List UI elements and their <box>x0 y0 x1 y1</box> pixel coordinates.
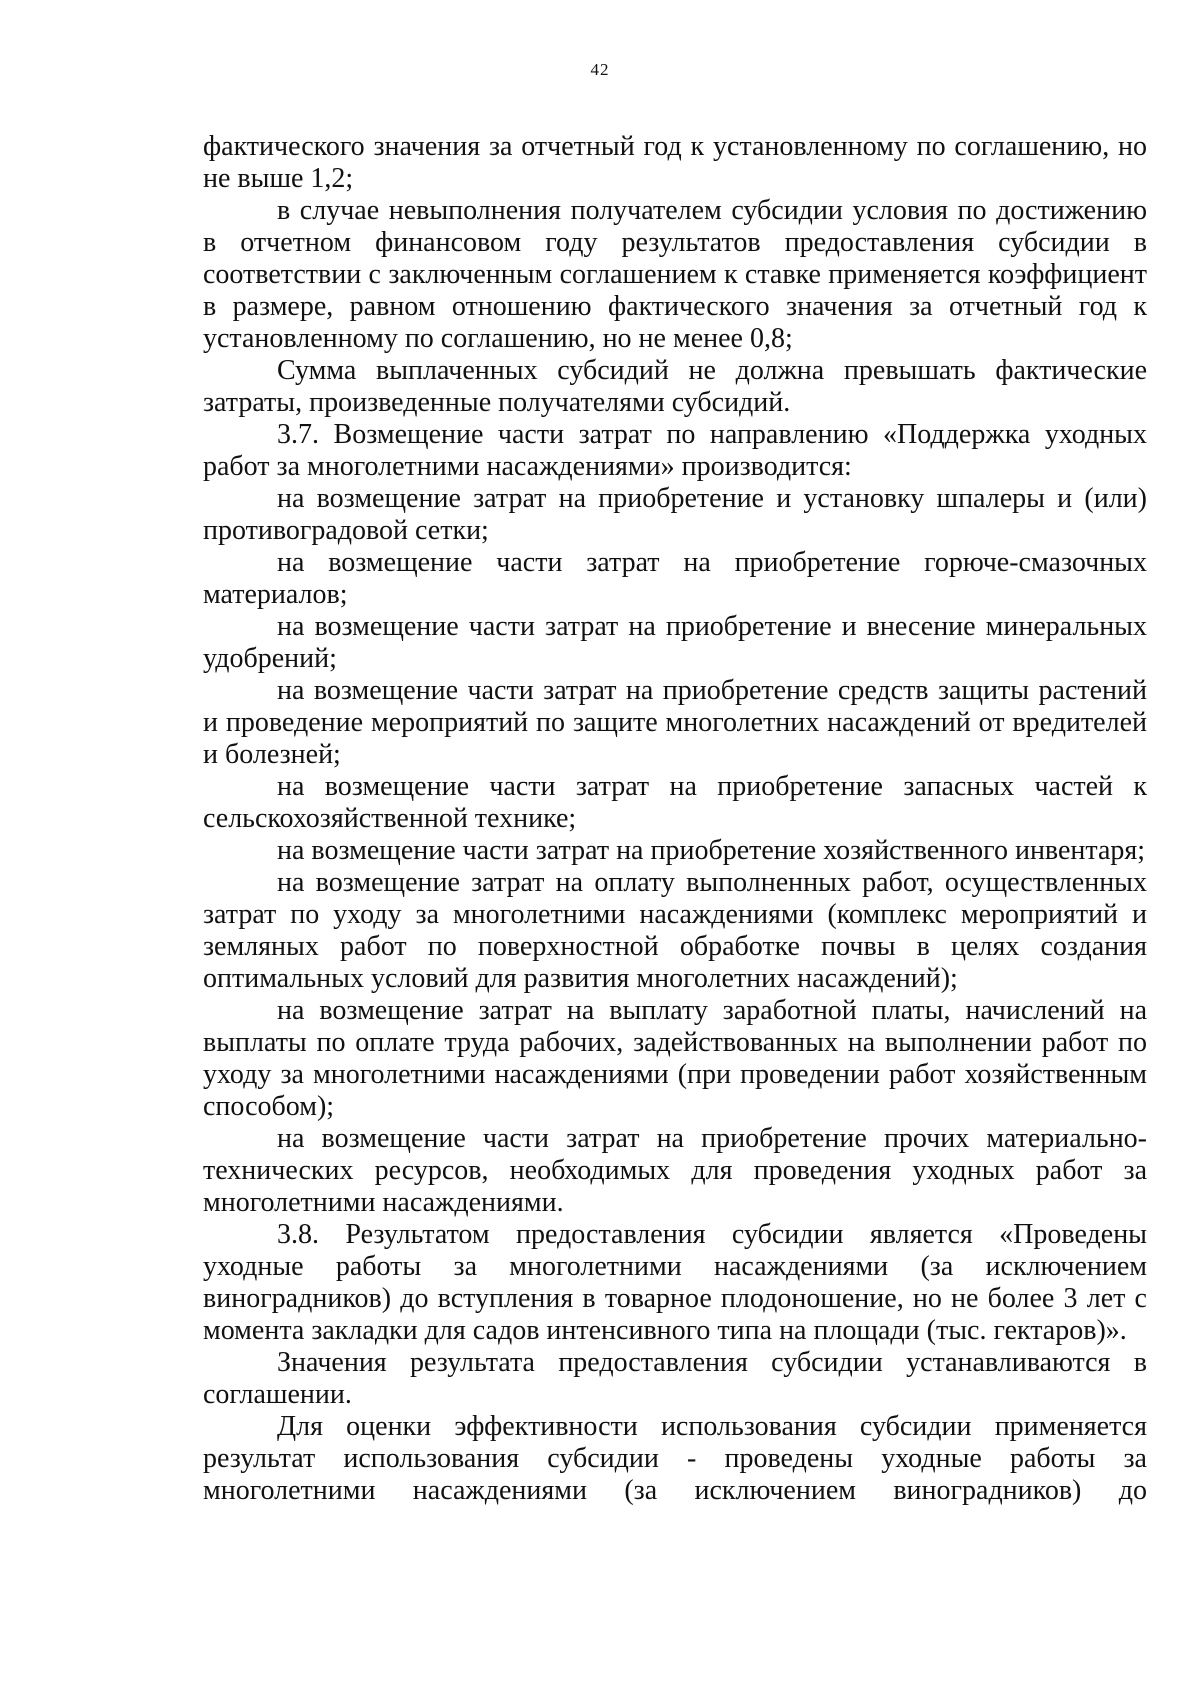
list-item-works-payment: на возмещение затрат на оплату выполненных работ, осуществленных затрат по уходу за многолетними насаждениями (комплекс мероприятий и земляных работ по поверхностной обработке почвы в целях создания оптимальных условий для развития многолетних насаждений); <box>203 867 1147 994</box>
paragraph-efficiency: Для оценки эффективности использования субсидии применяется результат использования субсидии - проведены уходные работы за многолетними насаждениями (за исключением виноградников) до <box>203 1411 1147 1506</box>
list-item-wages: на возмещение затрат на выплату заработной платы, начислений на выплаты по оплате труда рабочих, задействованных на выполнении работ по уходу за многолетними насаждениями (при проведении работ хозяйственным способом); <box>203 995 1147 1122</box>
list-item-other-resources: на возмещение части затрат на приобретение прочих материально-технических ресурсов, необходимых для проведения уходных работ за многолетними насаждениями. <box>203 1123 1147 1218</box>
paragraph-subsidy-sum: Сумма выплаченных субсидий не должна превышать фактические затраты, произведенные получателями субсидий. <box>203 355 1147 418</box>
list-item-fertilizers: на возмещение части затрат на приобретение и внесение минеральных удобрений; <box>203 611 1147 674</box>
paragraph-result-values: Значения результата предоставления субсидии устанавливаются в соглашении. <box>203 1347 1147 1410</box>
list-item-trellis: на возмещение затрат на приобретение и установку шпалеры и (или) противоградовой сетки; <box>203 483 1147 546</box>
paragraph-coefficient-min: в случае невыполнения получателем субсидии условия по достижению в отчетном финансовом году результатов предоставления субсидии в соответствии с заключенным соглашением к ставке применяется коэффициент в размере, равном отношению фактического значения за отчетный год к установленному по соглашению, но не менее 0,8; <box>203 195 1147 354</box>
paragraph-section-3-8: 3.8. Результатом предоставления субсидии является «Проведены уходные работы за многолетними насаждениями (за исключением виноградников) до вступления в товарное плодоношение, но не более 3 лет с момента закладки для садов интенсивного типа на площади (тыс. гектаров)». <box>203 1219 1147 1346</box>
list-item-spare-parts: на возмещение части затрат на приобретение запасных частей к сельскохозяйственной технике; <box>203 771 1147 834</box>
paragraph-section-3-7: 3.7. Возмещение части затрат по направлению «Поддержка уходных работ за многолетними насаждениями» производится: <box>203 419 1147 482</box>
paragraph-continuation: фактического значения за отчетный год к установленному по соглашению, но не выше 1,2; <box>203 131 1147 194</box>
document-body <box>203 131 1147 1507</box>
list-item-plant-protection: на возмещение части затрат на приобретение средств защиты растений и проведение мероприятий по защите многолетних насаждений от вредителей и болезней; <box>203 675 1147 770</box>
list-item-fuel: на возмещение части затрат на приобретение горюче-смазочных материалов; <box>203 547 1147 610</box>
page-number: 42 <box>590 60 610 79</box>
list-item-inventory: на возмещение части затрат на приобретение хозяйственного инвентаря; <box>277 835 1146 866</box>
